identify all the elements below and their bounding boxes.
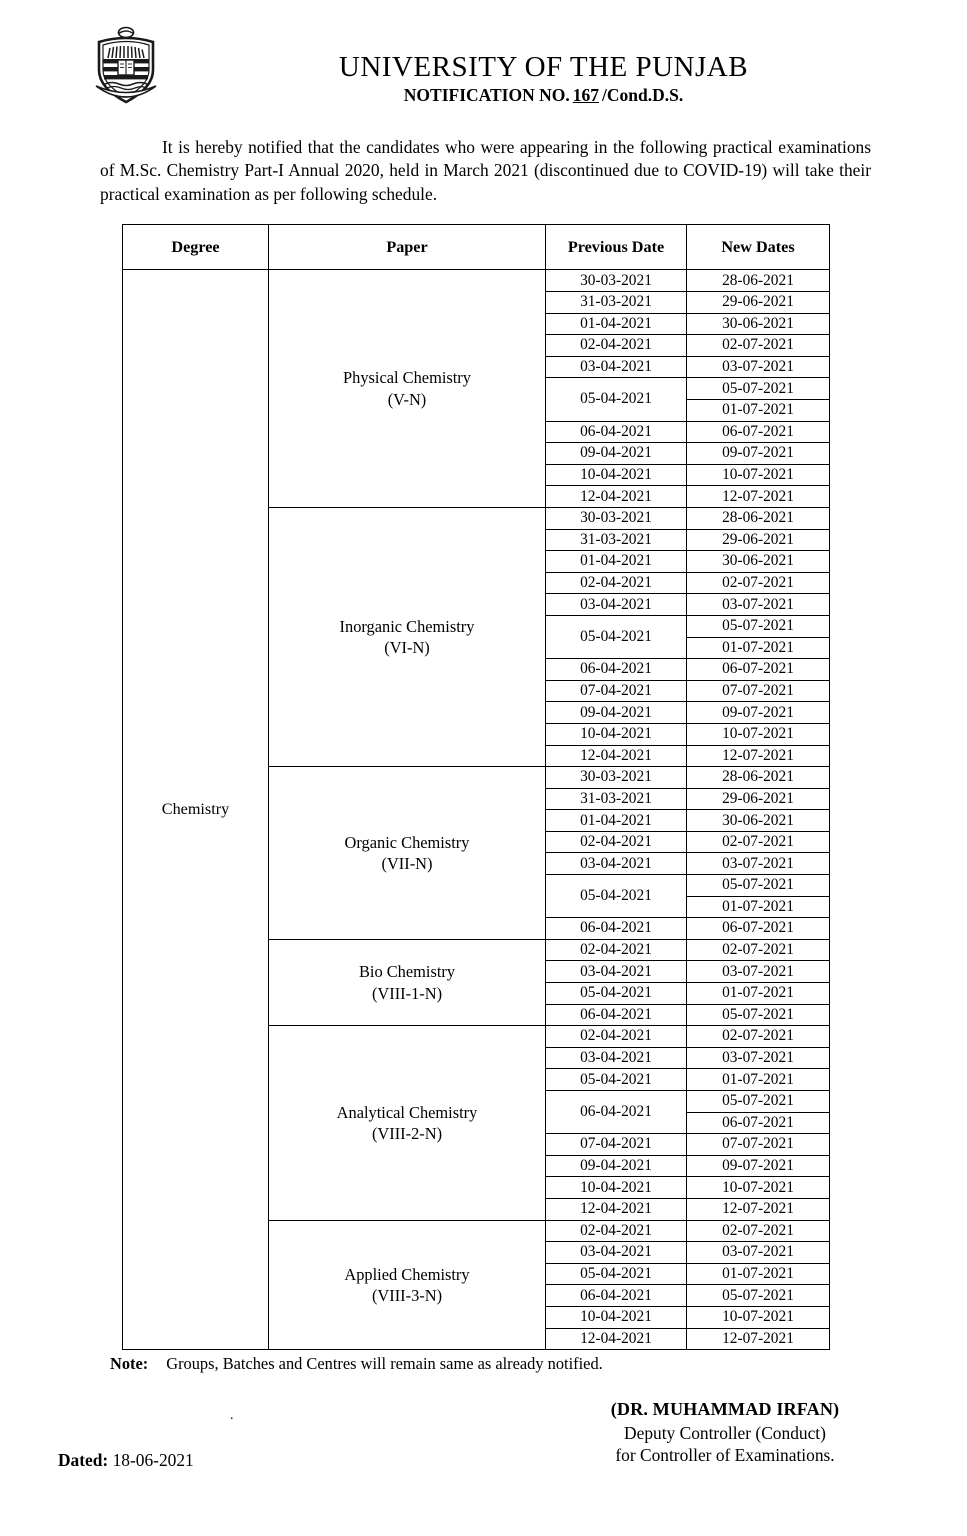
new-date-cell: 03-07-2021 xyxy=(687,1242,830,1264)
dated-value: 18-06-2021 xyxy=(112,1450,194,1470)
notification-number: 167 xyxy=(572,85,599,106)
previous-date-cell: 02-04-2021 xyxy=(546,572,687,594)
note-line xyxy=(110,1354,967,1374)
previous-date-cell: 06-04-2021 xyxy=(546,421,687,443)
paper-cell xyxy=(269,507,546,766)
previous-date-cell: 07-04-2021 xyxy=(546,680,687,702)
previous-date-cell: 09-04-2021 xyxy=(546,1155,687,1177)
paper-code: (V-N) xyxy=(387,389,427,409)
new-date-cell: 29-06-2021 xyxy=(687,788,830,810)
previous-date-cell: 31-03-2021 xyxy=(546,292,687,314)
new-date-cell: 28-06-2021 xyxy=(687,507,830,529)
new-date-cell: 01-07-2021 xyxy=(687,983,830,1005)
new-date-cell: 03-07-2021 xyxy=(687,1047,830,1069)
paper-code: (VIII-3-N) xyxy=(371,1285,443,1305)
notification-suffix: /Cond.D.S. xyxy=(601,85,684,106)
previous-date-cell: 31-03-2021 xyxy=(546,529,687,551)
previous-date-cell: 10-04-2021 xyxy=(546,723,687,745)
table-header-row xyxy=(123,225,830,270)
new-date-cell: 07-07-2021 xyxy=(687,680,830,702)
new-date-cell: 02-07-2021 xyxy=(687,1026,830,1048)
previous-date-cell: 30-03-2021 xyxy=(546,270,687,292)
new-date-cell: 06-07-2021 xyxy=(687,918,830,940)
column-header-degree: Degree xyxy=(123,225,269,270)
dated-label: Dated: xyxy=(58,1450,109,1470)
previous-date-cell: 03-04-2021 xyxy=(546,594,687,616)
previous-date-cell: 06-04-2021 xyxy=(546,659,687,681)
previous-date-cell: 01-04-2021 xyxy=(546,810,687,832)
paper-code: (VIII-1-N) xyxy=(371,983,443,1003)
previous-date-cell: 05-04-2021 xyxy=(546,378,687,421)
paper-cell xyxy=(269,767,546,940)
previous-date-cell: 12-04-2021 xyxy=(546,1198,687,1220)
notification-line xyxy=(180,86,907,105)
new-date-cell: 02-07-2021 xyxy=(687,939,830,961)
paper-name: Physical Chemistry xyxy=(343,368,471,388)
previous-date-cell: 03-04-2021 xyxy=(546,356,687,378)
new-date-cell: 05-07-2021 xyxy=(687,1091,830,1113)
new-date-cell: 09-07-2021 xyxy=(687,1155,830,1177)
paper-cell xyxy=(269,1026,546,1220)
previous-date-cell: 02-04-2021 xyxy=(546,1026,687,1048)
new-date-cell: 01-07-2021 xyxy=(687,400,830,422)
new-date-cell: 03-07-2021 xyxy=(687,356,830,378)
table-row xyxy=(123,270,830,292)
new-date-cell: 09-07-2021 xyxy=(687,702,830,724)
column-header-new-dates: New Dates xyxy=(687,225,830,270)
previous-date-cell: 30-03-2021 xyxy=(546,767,687,789)
previous-date-cell: 03-04-2021 xyxy=(546,1047,687,1069)
paper-name: Bio Chemistry xyxy=(358,962,456,982)
new-date-cell: 12-07-2021 xyxy=(687,486,830,508)
signer-for: for Controller of Examinations. xyxy=(615,1445,835,1466)
new-date-cell: 12-07-2021 xyxy=(687,745,830,767)
new-date-cell: 10-07-2021 xyxy=(687,723,830,745)
previous-date-cell: 03-04-2021 xyxy=(546,1242,687,1264)
paper-cell xyxy=(269,1220,546,1350)
previous-date-cell: 05-04-2021 xyxy=(546,1069,687,1091)
previous-date-cell: 06-04-2021 xyxy=(546,1004,687,1026)
paper-code: (VIII-2-N) xyxy=(371,1123,443,1143)
signer-name: (DR. MUHAMMAD IRFAN) xyxy=(610,1399,840,1419)
new-date-cell: 28-06-2021 xyxy=(687,270,830,292)
new-date-cell: 02-07-2021 xyxy=(687,572,830,594)
previous-date-cell: 05-04-2021 xyxy=(546,615,687,658)
new-date-cell: 10-07-2021 xyxy=(687,1177,830,1199)
exam-schedule-table xyxy=(122,224,830,1350)
new-date-cell: 01-07-2021 xyxy=(687,1263,830,1285)
previous-date-cell: 12-04-2021 xyxy=(546,486,687,508)
new-date-cell: 29-06-2021 xyxy=(687,292,830,314)
dated-line xyxy=(58,1450,194,1471)
new-date-cell: 30-06-2021 xyxy=(687,810,830,832)
new-date-cell: 01-07-2021 xyxy=(687,637,830,659)
schedule-table-container xyxy=(122,224,829,1350)
new-date-cell: 02-07-2021 xyxy=(687,1220,830,1242)
previous-date-cell: 06-04-2021 xyxy=(546,1285,687,1307)
previous-date-cell: 02-04-2021 xyxy=(546,939,687,961)
new-date-cell: 12-07-2021 xyxy=(687,1198,830,1220)
paper-name: Inorganic Chemistry xyxy=(339,616,475,636)
previous-date-cell: 03-04-2021 xyxy=(546,853,687,875)
previous-date-cell: 12-04-2021 xyxy=(546,745,687,767)
previous-date-cell: 02-04-2021 xyxy=(546,1220,687,1242)
new-date-cell: 01-07-2021 xyxy=(687,896,830,918)
previous-date-cell: 10-04-2021 xyxy=(546,464,687,486)
note-text: Groups, Batches and Centres will remain same as already notified. xyxy=(166,1354,603,1374)
previous-date-cell: 31-03-2021 xyxy=(546,788,687,810)
document-header xyxy=(0,0,967,120)
new-date-cell: 05-07-2021 xyxy=(687,1004,830,1026)
previous-date-cell: 02-04-2021 xyxy=(546,335,687,357)
paper-name: Organic Chemistry xyxy=(344,832,470,852)
signer-role: Deputy Controller (Conduct) xyxy=(624,1422,826,1443)
previous-date-cell: 07-04-2021 xyxy=(546,1134,687,1156)
new-date-cell: 28-06-2021 xyxy=(687,767,830,789)
university-title: UNIVERSITY OF THE PUNJAB xyxy=(338,51,749,83)
new-date-cell: 03-07-2021 xyxy=(687,594,830,616)
previous-date-cell: 09-04-2021 xyxy=(546,443,687,465)
new-date-cell: 30-06-2021 xyxy=(687,313,830,335)
new-date-cell: 05-07-2021 xyxy=(687,378,830,400)
previous-date-cell: 05-04-2021 xyxy=(546,875,687,918)
column-header-previous-date: Previous Date xyxy=(546,225,687,270)
new-date-cell: 06-07-2021 xyxy=(687,1112,830,1134)
new-date-cell: 02-07-2021 xyxy=(687,335,830,357)
notification-prefix: NOTIFICATION NO. xyxy=(403,85,570,106)
new-date-cell: 05-07-2021 xyxy=(687,875,830,897)
new-date-cell: 05-07-2021 xyxy=(687,1285,830,1307)
new-date-cell: 06-07-2021 xyxy=(687,421,830,443)
new-date-cell: 30-06-2021 xyxy=(687,551,830,573)
previous-date-cell: 05-04-2021 xyxy=(546,983,687,1005)
new-date-cell: 09-07-2021 xyxy=(687,443,830,465)
previous-date-cell: 06-04-2021 xyxy=(546,918,687,940)
table-body xyxy=(123,270,830,1350)
new-date-cell: 10-07-2021 xyxy=(687,464,830,486)
new-date-cell: 01-07-2021 xyxy=(687,1069,830,1091)
previous-date-cell: 01-04-2021 xyxy=(546,313,687,335)
previous-date-cell: 05-04-2021 xyxy=(546,1263,687,1285)
paper-cell xyxy=(269,939,546,1025)
university-crest-icon xyxy=(88,26,164,108)
title-block xyxy=(180,52,907,106)
new-date-cell: 29-06-2021 xyxy=(687,529,830,551)
paper-code: (VII-N) xyxy=(381,853,433,873)
new-date-cell: 06-07-2021 xyxy=(687,659,830,681)
column-header-paper: Paper xyxy=(269,225,546,270)
notification-paragraph: It is hereby notified that the candidates who were appearing in the following practical examinations of M.Sc. Chemistry Part-I Annual 2020, held in March 2021 (discontinued due to COVID-19) will take their practical examination as per following schedule. xyxy=(100,137,871,204)
degree-cell: Chemistry xyxy=(123,270,269,1350)
previous-date-cell: 10-04-2021 xyxy=(546,1177,687,1199)
previous-date-cell: 02-04-2021 xyxy=(546,831,687,853)
previous-date-cell: 09-04-2021 xyxy=(546,702,687,724)
previous-date-cell: 30-03-2021 xyxy=(546,507,687,529)
new-date-cell: 03-07-2021 xyxy=(687,961,830,983)
new-date-cell: 12-07-2021 xyxy=(687,1328,830,1350)
paper-name: Applied Chemistry xyxy=(344,1264,470,1284)
paper-cell xyxy=(269,270,546,508)
new-date-cell: 05-07-2021 xyxy=(687,615,830,637)
new-date-cell: 07-07-2021 xyxy=(687,1134,830,1156)
new-date-cell: 02-07-2021 xyxy=(687,831,830,853)
signature-block xyxy=(560,1398,890,1467)
new-date-cell: 03-07-2021 xyxy=(687,853,830,875)
previous-date-cell: 12-04-2021 xyxy=(546,1328,687,1350)
signature-area xyxy=(0,1390,967,1500)
previous-date-cell: 06-04-2021 xyxy=(546,1091,687,1134)
previous-date-cell: 01-04-2021 xyxy=(546,551,687,573)
stray-mark: . xyxy=(230,1408,234,1423)
new-date-cell: 10-07-2021 xyxy=(687,1306,830,1328)
note-label: Note: xyxy=(110,1354,149,1374)
paper-code: (VI-N) xyxy=(384,638,430,658)
paper-name: Analytical Chemistry xyxy=(336,1102,478,1122)
previous-date-cell: 03-04-2021 xyxy=(546,961,687,983)
previous-date-cell: 10-04-2021 xyxy=(546,1306,687,1328)
